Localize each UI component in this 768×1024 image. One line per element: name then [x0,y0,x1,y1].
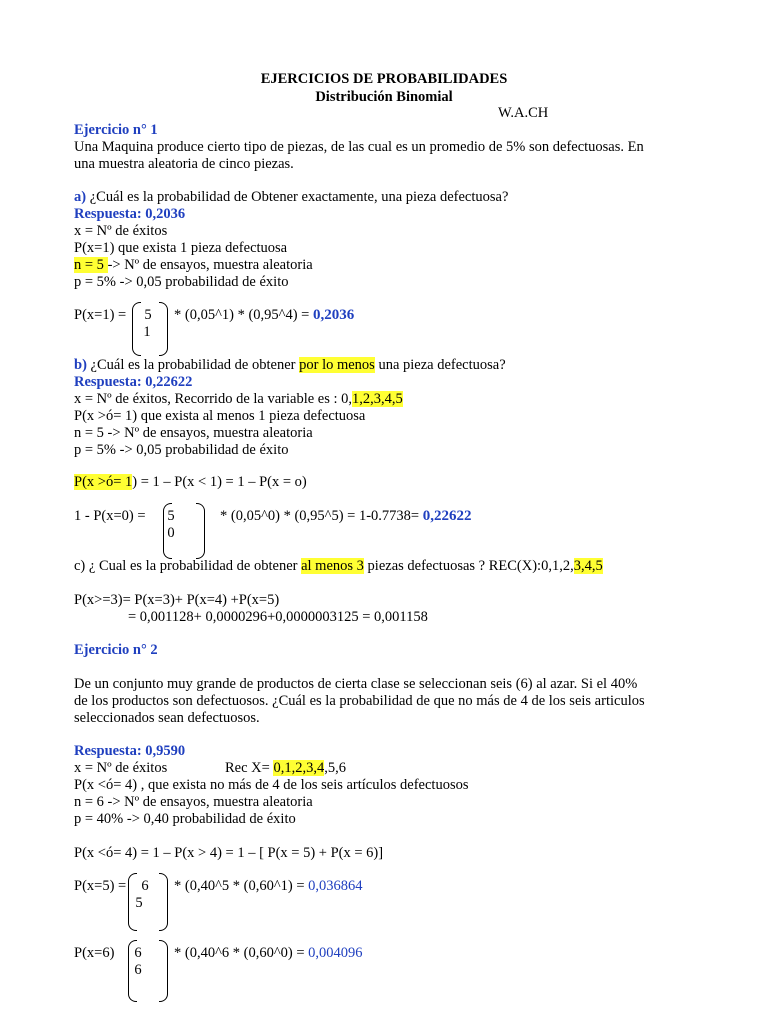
ex2-calc6-result: 0,004096 [308,945,363,961]
ex2-line4: p = 40% -> 0,40 probabilidad de éxito [74,811,296,827]
ex1-b-result: 0,22622 [422,508,472,524]
ex2-line1: x = Nº de éxitos [74,760,168,776]
ex1-b-range-highlight: 1,2,3,4,5 [352,391,403,407]
doc-subtitle [0,89,768,106]
ex1-c-line2: = 0,001128+ 0,0000296+0,0000003125 = 0,001158 [128,609,428,625]
ex2-rec-pre: Rec X= [225,760,274,776]
ex2-rec-post: ,5,6 [324,760,346,776]
ex2-rec [225,760,346,777]
ex2-calc5-result: 0,036864 [308,878,363,894]
ex1-a-line3 [74,257,313,274]
doc-title: EJERCICIOS DE PROBABILIDADES [260,71,508,87]
ex2-calc6-binomial-coefficient [128,940,168,1002]
ex2-equation: P(x <ó= 4) = 1 – P(x > 4) = 1 – [ P(x = 5) + P(x = 6)] [74,845,384,861]
ex1-c-line1: P(x>=3)= P(x=3)+ P(x=4) +P(x=5) [74,592,280,608]
ex2-rec-highlight: 0,1,2,3,4 [273,760,325,776]
ex2-calc5-rhs [174,878,363,895]
ex1-c-question-highlight: al menos 3 [301,558,364,574]
ex2-calc5-binomial-coefficient [128,873,168,931]
binom-top: 6 [134,945,142,961]
ex1-a-result: 0,2036 [312,307,355,323]
ex1-b-question-highlight: por lo menos [299,357,375,373]
bracket-right [196,503,205,559]
ex2-line3: n = 6 -> Nº de ensayos, muestra aleatoria [74,794,313,810]
binom-bottom: 1 [143,324,151,340]
ex1-b-question [74,357,506,374]
ex2-calc5-lhs: P(x=5) = [74,878,127,894]
ex2-line2: P(x <ó= 4) , que exista no más de 4 de los seis artículos defectuosos [74,777,469,793]
ex1-statement-line1: Una Maquina produce cierto tipo de piezas, de las cual es un promedio de 5% son defectuosas. En [74,139,644,155]
ex1-a-calc-rhs [174,307,354,324]
binom-top: 6 [141,878,149,894]
ex1-b-question-pre: ¿Cuál es la probabilidad de obtener [86,357,300,373]
ex1-c-range-highlight: 3,4,5 [573,558,603,574]
binom-bottom: 0 [167,525,175,541]
ex2-calc6-rhs [174,945,363,962]
doc-subtitle-text: Distribución Binomial [315,89,453,105]
ex1-a-binomial-coefficient [132,302,168,356]
ex1-b-binomial-coefficient [163,503,205,559]
binom-bottom: 5 [135,895,143,911]
ex1-b-calc-lhs: 1 - P(x=0) = [74,508,146,524]
ex1-b-line3: n = 5 -> Nº de ensayos, muestra aleatoria [74,425,313,441]
ex2-statement-line2: de los productos son defectuosos. ¿Cuál es la probabilidad de que no más de 4 de los seis articulos [74,693,645,709]
binom-top: 5 [144,307,152,323]
ex1-b-line4: p = 5% -> 0,05 probabilidad de éxito [74,442,289,458]
ex1-b-label: b) [74,357,87,373]
ex1-b-equation-rest: ) = 1 – P(x < 1) = 1 – P(x = o) [132,474,307,490]
ex2-statement-line3: seleccionados sean defectuosos. [74,710,260,726]
ex1-a-n-highlight: n = 5 [74,257,108,273]
ex1-a-question-text: ¿Cuál es la probabilidad de Obtener exactamente, una pieza defectuosa? [86,189,509,205]
ex1-b-line2: P(x >ó= 1) que exista al menos 1 pieza defectuosa [74,408,366,424]
ex1-b-calc-rhs-text: * (0,05^0) * (0,95^5) = 1-0.7738= [220,508,423,524]
ex1-heading: Ejercicio n° 1 [74,122,158,138]
ex2-answer: Respuesta: 0,9590 [74,743,186,759]
ex1-b-equation [74,474,307,491]
ex1-b-answer: Respuesta: 0,22622 [74,374,193,390]
ex1-a-line1: x = Nº de éxitos [74,223,168,239]
ex1-b-calc-rhs [220,508,471,525]
ex1-a-calc-lhs: P(x=1) = [74,307,127,323]
bracket-right [159,940,168,1002]
ex1-a-line4: p = 5% -> 0,05 probabilidad de éxito [74,274,289,290]
ex1-a-answer: Respuesta: 0,2036 [74,206,186,222]
ex1-b-question-post: una pieza defectuosa? [374,357,506,373]
binom-bottom: 6 [134,962,142,978]
ex2-calc6-lhs: P(x=6) [74,945,115,961]
ex1-a-label: a) [74,189,87,205]
ex1-a-calc-rhs-text: * (0,05^1) * (0,95^4) = [174,307,313,323]
doc-author: W.A.CH [498,105,549,121]
ex1-a-line3-rest: -> Nº de ensayos, muestra aleatoria [107,257,313,273]
ex1-c-question-mid: piezas defectuosas ? REC(X):0,1,2, [363,558,574,574]
ex1-b-equation-highlight: P(x >ó= 1 [74,474,133,490]
ex2-calc5-rhs-text: * (0,40^5 * (0,60^1) = [174,878,309,894]
ex1-c-question-pre: c) ¿ Cual es la probabilidad de obtener [74,558,302,574]
ex1-a-line2: P(x=1) que exista 1 pieza defectuosa [74,240,288,256]
ex1-c-question [74,558,603,575]
ex1-a-question [74,189,508,206]
ex2-statement-line1: De un conjunto muy grande de productos de cierta clase se seleccionan seis (6) al azar. Si el 40% [74,676,638,692]
ex1-b-line1 [74,391,403,408]
ex2-heading: Ejercicio n° 2 [74,642,158,658]
binom-top: 5 [167,508,175,524]
ex1-b-line1-pre: x = Nº de éxitos, Recorrido de la variable es : 0, [74,391,353,407]
ex2-calc6-rhs-text: * (0,40^6 * (0,60^0) = [174,945,309,961]
ex1-statement-line2: una muestra aleatoria de cinco piezas. [74,156,294,172]
